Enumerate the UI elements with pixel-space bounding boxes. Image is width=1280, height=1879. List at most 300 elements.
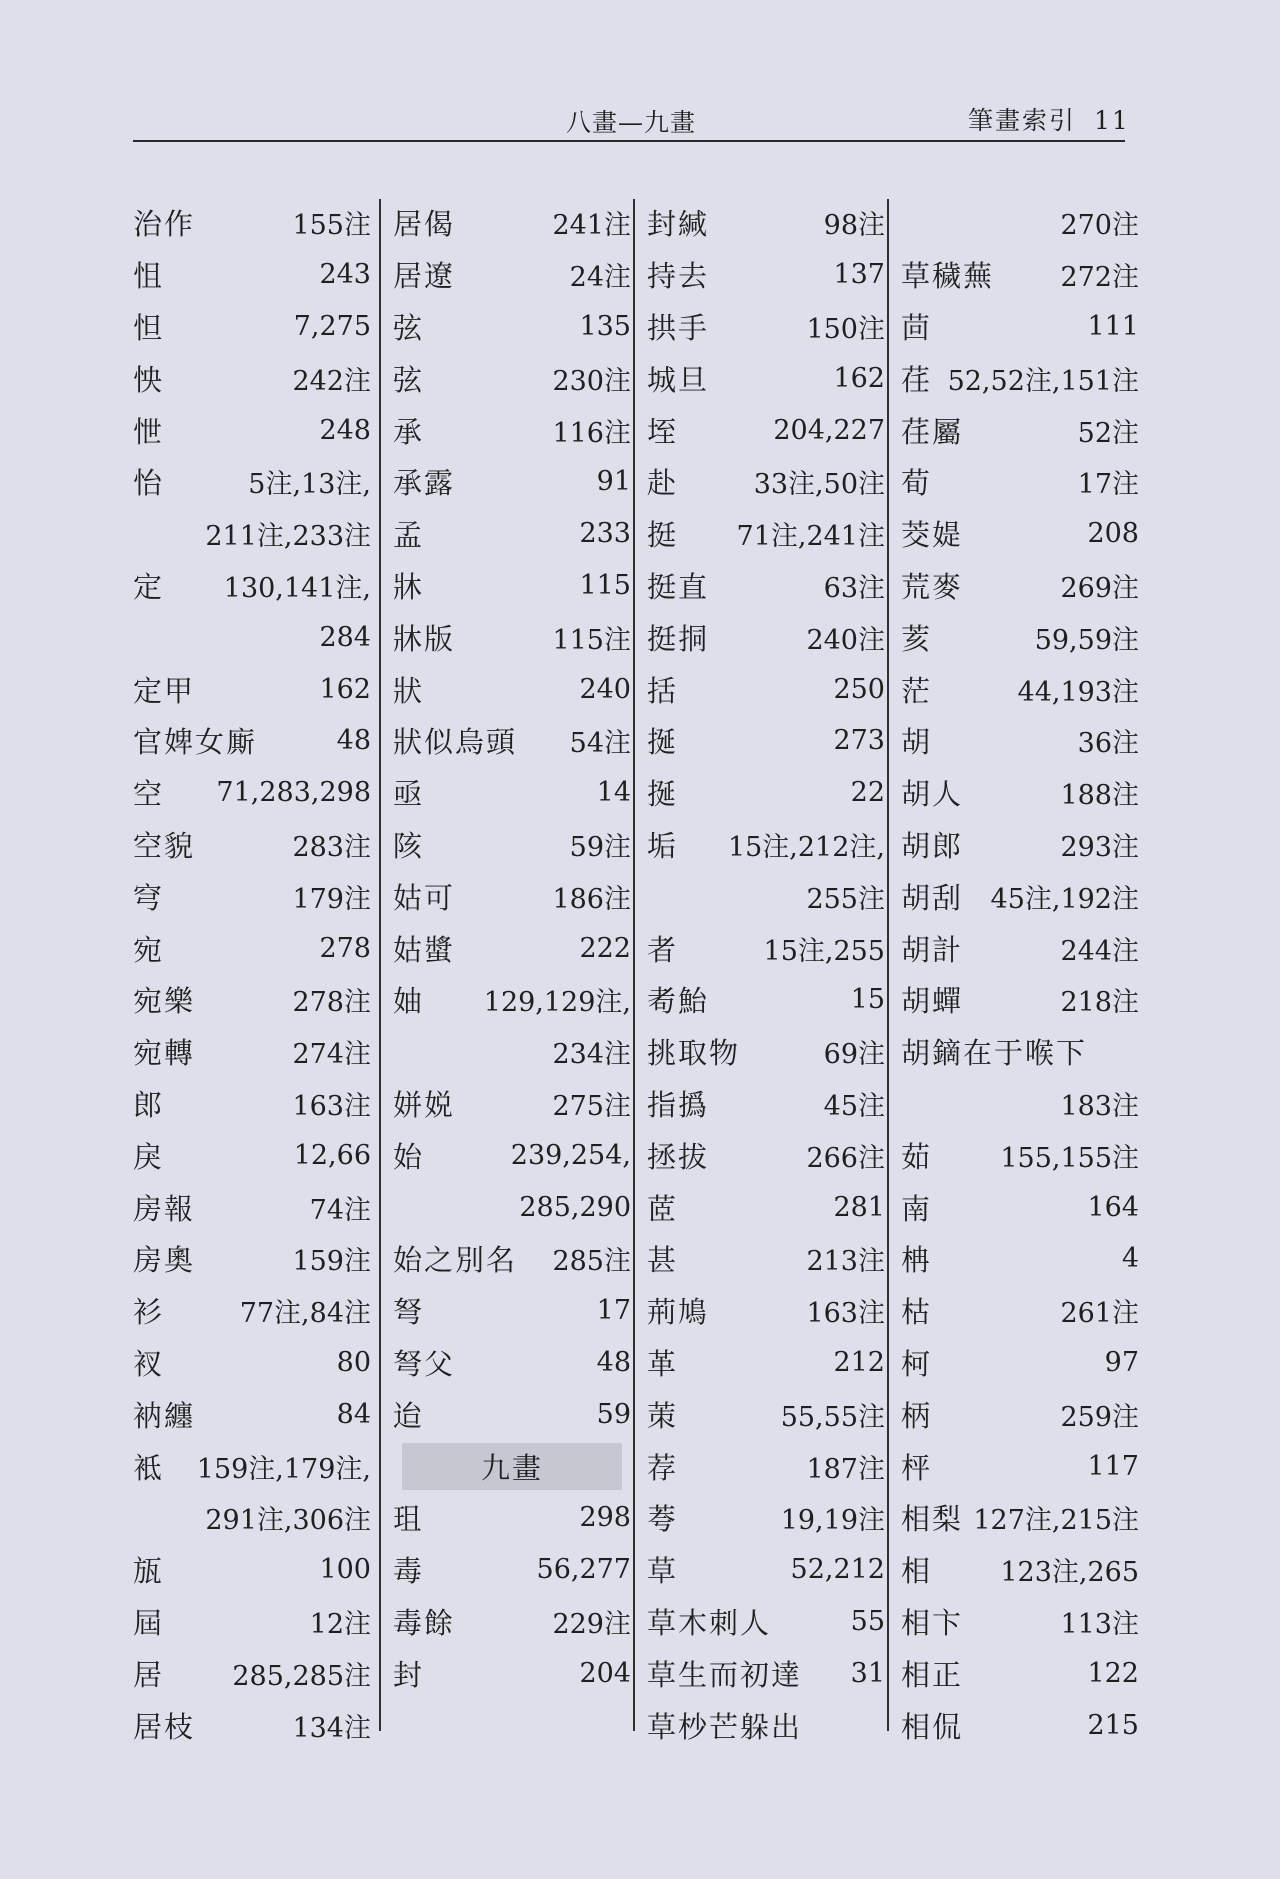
entry-term: 茹 [901,1139,933,1174]
entry-term: 相卞 [901,1605,964,1640]
entry-term: 括 [647,673,679,708]
entry-pages: 179注 [292,883,371,915]
entry-pages: 162 [319,673,371,705]
index-entry [393,767,631,819]
entry-term: 指撝 [647,1087,710,1122]
index-entry [393,922,631,974]
entry-pages: 116注 [552,417,631,449]
entry-term: 孟 [393,518,425,553]
column-divider [887,199,889,1731]
entry-pages: 84 [336,1398,371,1430]
entry-term: 持去 [647,259,710,294]
entry-pages: 17注 [1077,469,1139,501]
entry-pages: 127注,215注 [973,1505,1139,1537]
entry-pages: 162 [833,362,885,394]
entry-term: 茫 [901,673,933,708]
entry-term: 衲纏 [133,1398,196,1433]
index-entry [133,1492,371,1544]
entry-pages: 270注 [1060,210,1139,242]
entry-pages: 204,227 [773,414,885,446]
entry-term: 南 [901,1191,933,1226]
index-entry [133,1233,371,1285]
entry-pages: 222 [579,932,631,964]
entry-term: 穹 [133,880,165,915]
entry-term: 拯拔 [647,1139,710,1174]
entry-pages: 285,290 [519,1191,631,1223]
entry-pages: 215 [1087,1709,1139,1741]
entry-term: 官婢女廝 [133,725,258,760]
index-entry [901,1285,1139,1337]
entry-pages: 54注 [569,728,631,760]
index-entry [133,922,371,974]
index-entry [393,1285,631,1337]
entry-pages: 293注 [1060,831,1139,863]
entry-term: 耇鮐 [647,984,710,1019]
entry-pages: 278 [319,932,371,964]
entry-pages: 291注,306注 [205,1505,371,1537]
index-entry [133,663,371,715]
entry-pages: 15 [850,984,885,1016]
index-entry [901,560,1139,612]
entry-term: 弦 [393,362,425,397]
entry-term: 枯 [901,1295,933,1330]
index-entry [393,1596,631,1648]
index-entry [901,197,1139,249]
index-entry [647,249,885,301]
entry-pages: 275注 [552,1090,631,1122]
entry-pages: 71注,241注 [736,521,885,553]
entry-term: 郎 [133,1087,165,1122]
entry-pages: 7,275 [293,310,371,342]
index-entry [133,1337,371,1389]
entry-term: 始 [393,1139,425,1174]
entry-term: 草生而初達 [647,1657,803,1692]
index-entry [647,404,885,456]
entry-pages: 163注 [292,1090,371,1122]
entry-term: 相梨 [901,1502,964,1537]
index-entry [393,611,631,663]
entry-pages: 273 [833,725,885,757]
entry-pages: 183注 [1060,1090,1139,1122]
section-heading [393,1440,631,1492]
index-entry [901,508,1139,560]
index-entry [393,404,631,456]
section-heading-label: 九畫 [402,1443,622,1490]
index-entry [393,1647,631,1699]
entry-pages: 59,59注 [1034,624,1139,656]
entry-pages: 266注 [806,1142,885,1174]
index-title: 筆畫索引 [968,106,1077,135]
entry-pages: 283注 [292,831,371,863]
index-entry [647,560,885,612]
entry-term: 弩 [393,1295,425,1330]
column-divider [633,199,635,1731]
index-entry [647,1026,885,1078]
entry-term: 草杪芒躲出 [647,1709,803,1744]
entry-pages: 45注,192注 [990,883,1139,915]
entry-pages: 255注 [806,883,885,915]
index-entry [647,922,885,974]
entry-term: 柟 [901,1243,933,1278]
index-entry [393,249,631,301]
index-entry [647,1337,885,1389]
entry-term: 姑可 [393,880,456,915]
entry-pages: 123注,265 [1000,1557,1139,1589]
entry-term: 荂 [647,1502,679,1537]
entry-term: 姘娧 [393,1087,456,1122]
entry-term: 怡 [133,466,165,501]
entry-term: 居偈 [393,207,456,242]
entry-pages: 242注 [292,365,371,397]
index-entry [133,301,371,353]
index-entry [133,249,371,301]
entry-pages: 285,285注 [232,1660,371,1692]
index-entry [901,1596,1139,1648]
entry-pages: 150注 [806,313,885,345]
entry-term: 妯 [393,984,425,1019]
entry-term: 荄 [901,621,933,656]
entry-pages: 278注 [292,987,371,1019]
index-entry [901,1026,1139,1078]
entry-pages: 74注 [309,1194,371,1226]
entry-term: 空 [133,777,165,812]
entry-pages: 71,283,298 [216,777,371,809]
index-entry [647,1078,885,1130]
index-entry [393,352,631,404]
entry-term: 牀 [393,569,425,604]
entry-pages: 248 [319,414,371,446]
index-entry [393,1388,631,1440]
entry-pages: 261注 [1060,1298,1139,1330]
index-entry [393,456,631,508]
index-entry [133,456,371,508]
entry-term: 定甲 [133,673,196,708]
entry-term: 狀似烏頭 [393,725,518,760]
entry-pages: 56,277 [536,1554,631,1586]
section-range: 八畫—九畫 [566,108,697,137]
entry-term: 荐 [647,1450,679,1485]
index-entry [901,1647,1139,1699]
entry-term: 房報 [133,1191,196,1226]
entry-term: 挺直 [647,569,710,604]
entry-term: 挻 [647,725,679,760]
entry-pages: 122 [1087,1657,1139,1689]
entry-pages: 100 [319,1554,371,1586]
entry-term: 居遼 [393,259,456,294]
page-number: 11 [1094,106,1130,135]
entry-pages: 15注,212注, [727,831,885,863]
entry-term: 甚 [647,1243,679,1278]
index-column-1 [133,197,371,1744]
entry-pages: 234注 [552,1039,631,1071]
entry-pages: 164 [1087,1191,1139,1223]
entry-term: 怚 [133,259,165,294]
entry-term: 挻 [647,777,679,812]
index-entry [901,1129,1139,1181]
index-entry [647,1388,885,1440]
entry-term: 相侃 [901,1709,964,1744]
index-entry [133,1440,371,1492]
index-entry [133,1544,371,1596]
entry-pages: 52,212 [790,1554,885,1586]
index-entry [647,1492,885,1544]
entry-term: 迨 [393,1398,425,1433]
entry-pages: 115注 [552,624,631,656]
entry-term: 房奧 [133,1243,196,1278]
entry-pages: 240注 [806,624,885,656]
entry-term: 胡鏑在于喉下 [901,1036,1088,1071]
index-entry [647,611,885,663]
entry-pages: 135 [579,310,631,342]
entry-term: 相 [901,1554,933,1589]
index-column-3 [647,197,885,1744]
entry-pages: 77注,84注 [239,1298,371,1330]
index-entry [133,1699,371,1751]
entry-pages: 187注 [806,1453,885,1485]
entry-term: 宛轉 [133,1036,196,1071]
index-entry [133,1026,371,1078]
index-entry [133,508,371,560]
index-entry [393,1233,631,1285]
entry-term: 宛樂 [133,984,196,1019]
entry-pages: 115 [579,569,631,601]
index-entry [647,1440,885,1492]
entry-term: 瓬 [133,1554,165,1589]
entry-term: 姑螿 [393,932,456,967]
column-divider [379,199,381,1731]
entry-pages: 243 [319,259,371,291]
entry-pages: 137 [833,259,885,291]
index-entry [393,1492,631,1544]
index-entry [393,197,631,249]
index-entry [647,1285,885,1337]
entry-pages: 31 [850,1657,885,1689]
entry-term: 封 [393,1657,425,1692]
index-entry [647,1129,885,1181]
entry-term: 亟 [393,777,425,812]
entry-pages: 272注 [1060,262,1139,294]
index-entry [393,663,631,715]
entry-term: 胡人 [901,777,964,812]
entry-pages: 52,52注,151注 [947,365,1139,397]
entry-term: 荒麥 [901,569,964,604]
entry-pages: 55,55注 [780,1401,885,1433]
entry-term: 者 [647,932,679,967]
entry-pages: 284 [319,621,371,653]
entry-term: 弩父 [393,1346,456,1381]
index-entry [901,663,1139,715]
index-entry [647,663,885,715]
index-entry [647,301,885,353]
index-entry [647,974,885,1026]
entry-pages: 233 [579,518,631,550]
entry-term: 宛 [133,932,165,967]
entry-pages: 239,254, [510,1139,631,1171]
entry-pages: 33注,50注 [753,469,885,501]
entry-pages: 52注 [1077,417,1139,449]
index-entry [133,1181,371,1233]
index-entry [133,1078,371,1130]
index-entry [393,1337,631,1389]
index-entry [393,870,631,922]
index-entry [647,870,885,922]
entry-pages: 55 [850,1605,885,1637]
index-entry [133,974,371,1026]
entry-pages: 111 [1087,310,1139,342]
entry-term: 柄 [901,1398,933,1433]
index-entry [393,819,631,871]
entry-term: 屆 [133,1605,165,1640]
index-entry [393,1181,631,1233]
entry-term: 牀版 [393,621,456,656]
entry-pages: 63注 [823,572,885,604]
index-entry [647,508,885,560]
entry-term: 茴 [901,310,933,345]
entry-pages: 159注,179注, [196,1453,371,1485]
entry-pages: 230注 [552,365,631,397]
index-entry [133,611,371,663]
index-columns [133,197,1139,1744]
entry-pages: 155注 [292,210,371,242]
index-entry [393,715,631,767]
entry-term: 承 [393,414,425,449]
entry-term: 衫 [133,1295,165,1330]
entry-term: 始之別名 [393,1243,518,1278]
index-entry [901,1181,1139,1233]
entry-pages: 250 [833,673,885,705]
index-entry [901,715,1139,767]
entry-term: 封緘 [647,207,710,242]
entry-pages: 186注 [552,883,631,915]
index-entry [647,1181,885,1233]
entry-term: 草木刺人 [647,1605,772,1640]
entry-pages: 229注 [552,1608,631,1640]
index-entry [393,1078,631,1130]
index-entry [133,404,371,456]
index-entry [901,611,1139,663]
entry-pages: 48 [596,1346,631,1378]
entry-pages: 59 [596,1398,631,1430]
index-entry [901,1492,1139,1544]
entry-pages: 298 [579,1502,631,1534]
entry-term: 草穢蕪 [901,259,995,294]
index-entry [901,1337,1139,1389]
entry-pages: 129,129注, [483,987,631,1019]
index-entry [647,767,885,819]
entry-pages: 269注 [1060,572,1139,604]
index-entry [647,1544,885,1596]
index-entry [901,404,1139,456]
entry-pages: 17 [596,1295,631,1327]
entry-term: 胡郎 [901,828,964,863]
entry-pages: 117 [1087,1450,1139,1482]
index-column-4 [901,197,1139,1744]
header-rule [133,140,1125,142]
entry-term: 赴 [647,466,679,501]
entry-pages: 240 [579,673,631,705]
index-entry [901,352,1139,404]
entry-term: 茭媞 [901,518,964,553]
index-entry [901,974,1139,1026]
entry-term: 茦 [647,1398,679,1433]
entry-pages: 244注 [1060,935,1139,967]
entry-pages: 241注 [552,210,631,242]
entry-pages: 12,66 [293,1139,371,1171]
entry-term: 垢 [647,828,679,863]
index-entry [647,1596,885,1648]
entry-term: 袛 [133,1450,165,1485]
entry-pages: 212 [833,1346,885,1378]
index-entry [133,1596,371,1648]
entry-pages: 274注 [292,1039,371,1071]
entry-pages: 159注 [292,1246,371,1278]
index-entry [133,352,371,404]
index-entry [133,715,371,767]
entry-term: 怈 [133,414,165,449]
entry-term: 垤 [647,414,679,449]
index-entry [901,767,1139,819]
entry-pages: 188注 [1060,780,1139,812]
index-entry [647,1647,885,1699]
index-entry [133,1388,371,1440]
entry-pages: 12注 [309,1608,371,1640]
index-column-2 [393,197,631,1737]
entry-pages: 5注,13注, [248,469,371,501]
index-entry [901,922,1139,974]
entry-pages: 24注 [569,262,631,294]
index-entry [393,1026,631,1078]
entry-term: 怛 [133,310,165,345]
index-entry [647,1699,885,1751]
entry-pages: 208 [1087,518,1139,550]
index-entry [901,1233,1139,1285]
index-entry [901,870,1139,922]
entry-pages: 134注 [292,1712,371,1744]
entry-term: 陔 [393,828,425,863]
entry-term: 珇 [393,1502,425,1537]
entry-term: 挑取物 [647,1036,741,1071]
entry-term: 衩 [133,1346,165,1381]
entry-term: 荏 [901,362,933,397]
entry-term: 承露 [393,466,456,501]
entry-pages: 22 [850,777,885,809]
entry-term: 茝 [647,1191,679,1226]
entry-pages: 97 [1104,1346,1139,1378]
entry-term: 治作 [133,207,196,242]
entry-pages: 285注 [552,1246,631,1278]
entry-pages: 14 [596,777,631,809]
entry-pages: 204 [579,1657,631,1689]
entry-pages: 98注 [823,210,885,242]
entry-term: 城旦 [647,362,710,397]
entry-pages: 36注 [1077,728,1139,760]
entry-pages: 59注 [569,831,631,863]
entry-term: 荏屬 [901,414,964,449]
index-entry [133,819,371,871]
entry-pages: 259注 [1060,1401,1139,1433]
index-entry [133,767,371,819]
entry-pages: 45注 [823,1090,885,1122]
entry-pages: 213注 [806,1246,885,1278]
index-entry [393,560,631,612]
index-entry [901,1078,1139,1130]
entry-term: 挺挏 [647,621,710,656]
entry-term: 狀 [393,673,425,708]
index-entry [647,352,885,404]
entry-pages: 281 [833,1191,885,1223]
entry-term: 荊鳩 [647,1295,710,1330]
entry-term: 胡 [901,725,933,760]
